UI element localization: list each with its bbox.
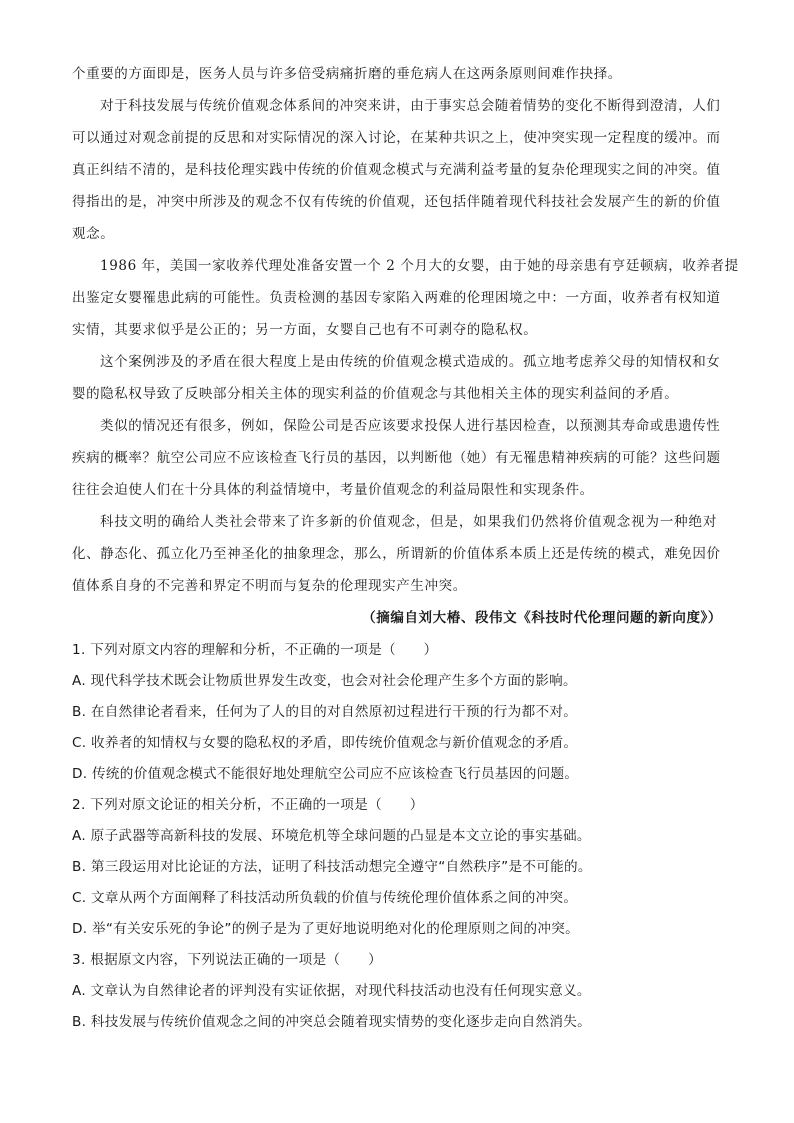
question-option: A. 原子武器等高新科技的发展、环境危机等全球问题的凸显是本文立论的事实基础。 — [72, 828, 591, 844]
passage-line: 化、静态化、孤立化乃至神圣化的抽象理念，那么，所谓新的价值体系本质上还是传统的模式，难免因价 — [72, 546, 721, 562]
question-option: B. 第三段运用对比论证的方法，证明了科技活动想完全遵守“自然秩序”是不可能的。 — [72, 859, 592, 875]
question-option: B. 科技发展与传统价值观念之间的冲突总会随着现实情势的变化逐步走向自然消失。 — [72, 1014, 592, 1030]
question-stem: 2. 下列对原文论证的相关分析，不正确的一项是（ ） — [72, 797, 424, 813]
question-option: B. 在自然律论者看来，任何为了人的目的对自然原初过程进行干预的行为都不对。 — [72, 704, 578, 720]
question-stem: 3. 根据原文内容，下列说法正确的一项是（ ） — [72, 952, 382, 968]
passage-line: 值体系自身的不完善和界定不明而与复杂的伦理现实产生冲突。 — [72, 578, 467, 594]
passage-line: 实情，其要求似乎是公正的；另一方面，女婴自己也有不可剥夺的隐私权。 — [72, 322, 538, 338]
passage-line: 婴的隐私权导致了反映部分相关主体的现实利益的价值观念与其他相关主体的现实利益间的矛盾。 — [72, 386, 679, 402]
question-stem: 1. 下列对原文内容的理解和分析，不正确的一项是（ ） — [72, 642, 438, 658]
passage-line: 往往会迫使人们在十分具体的利益情境中，考量价值观念的利益局限性和实现条件。 — [72, 482, 594, 498]
source-citation: （摘编自刘大椿、段伟文《科技时代伦理问题的新向度》） — [362, 610, 722, 626]
passage-line: 疾病的概率？航空公司应不应该检查飞行员的基因，以判断他（她）有无罹患精神疾病的可能？这些问题 — [72, 450, 721, 466]
question-option: D. 传统的价值观念模式不能很好地处理航空公司应不应该检查飞行员基因的问题。 — [72, 766, 579, 782]
passage-line: 出鉴定女婴罹患此病的可能性。负责检测的基因专家陷入两难的伦理困境之中：一方面，收养者有权知道 — [72, 290, 721, 306]
passage-line: 科技文明的确给人类社会带来了许多新的价值观念，但是，如果我们仍然将价值观念视为一种绝对 — [100, 514, 717, 530]
question-option: C. 文章从两个方面阐释了科技活动所负载的价值与传统伦理价值体系之间的冲突。 — [72, 890, 578, 906]
passage-line: 这个案例涉及的矛盾在很大程度上是由传统的价值观念模式造成的。孤立地考虑养父母的知情权和女 — [100, 354, 721, 370]
passage-line: 类似的情况还有很多，例如，保险公司是否应该要求投保人进行基因检查，以预测其寿命或患遗传性 — [100, 418, 721, 434]
question-option: A. 现代科学技术既会让物质世界发生改变，也会对社会伦理产生多个方面的影响。 — [72, 673, 577, 689]
passage-line: 可以通过对观念前提的反思和对实际情况的深入讨论，在某种共识之上，使冲突实现一定程度的缓冲。而 — [72, 130, 721, 146]
passage-line: 个重要的方面即是，医务人员与许多倍受病痛折磨的垂危病人在这两条原则间难作抉择。 — [72, 66, 622, 82]
question-option: D. 举“有关安乐死的争论”的例子是为了更好地说明绝对化的伦理原则之间的冲突。 — [72, 921, 580, 937]
passage-line: 得指出的是，冲突中所涉及的观念不仅有传统的价值观，还包括伴随着现代科技社会发展产生的新的价值 — [72, 194, 721, 210]
question-option: A. 文章认为自然律论者的评判没有实证依据，对现代科技活动也没有任何现实意义。 — [72, 983, 591, 999]
passage-line: 1986 年，美国一家收养代理处准备安置一个 2 个月大的女婴，由于她的母亲患有亨廷顿病，收养者提 — [100, 258, 739, 274]
question-option: C. 收养者的知情权与女婴的隐私权的矛盾，即传统价值观念与新价值观念的矛盾。 — [72, 735, 578, 751]
passage-line: 观念。 — [72, 226, 115, 242]
passage-line: 真正纠结不清的，是科技伦理实践中传统的价值观念模式与充满利益考量的复杂伦理现实之间的冲突。值 — [72, 162, 721, 178]
passage-line: 对于科技发展与传统价值观念体系间的冲突来讲，由于事实总会随着情势的变化不断得到澄清，人们 — [100, 98, 721, 114]
